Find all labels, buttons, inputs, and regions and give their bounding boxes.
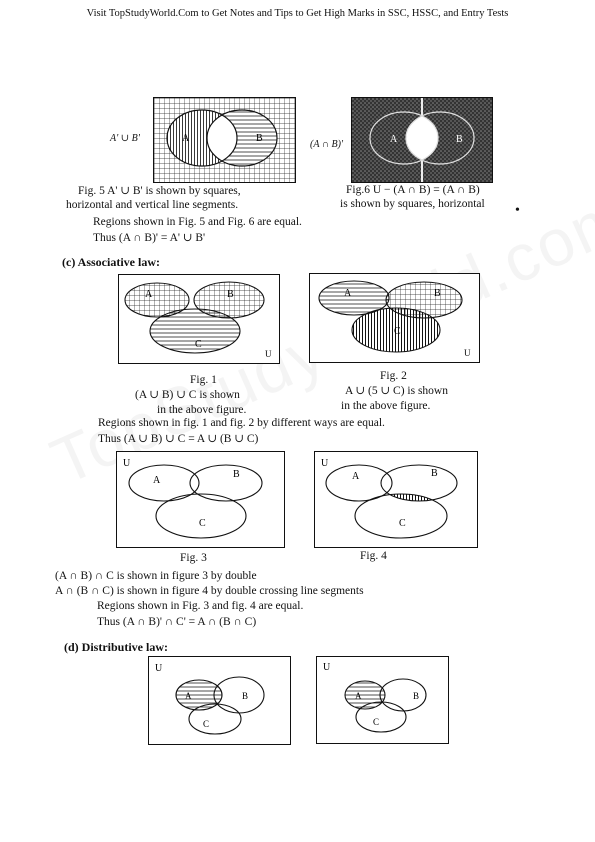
fig6-set-a-label: A bbox=[390, 134, 398, 145]
fig1-label: Fig. 1 bbox=[190, 374, 217, 386]
fig6-set-b-label: B bbox=[456, 134, 463, 145]
fig5-6-thus-line: Thus (A ∩ B)' = A' ∪ B' bbox=[93, 232, 206, 244]
fig1-set-b: B bbox=[227, 289, 234, 300]
dist-fig1-set-c: C bbox=[203, 719, 210, 729]
distributive-heading: (d) Distributive law: bbox=[64, 640, 168, 654]
dist-fig1-set-a: A bbox=[185, 691, 192, 701]
assoc-fig3-svg bbox=[117, 452, 284, 547]
fig5-set-a-label: A bbox=[182, 133, 190, 144]
fig5-caption-1: Fig. 5 A' ∪ B' is shown by squares, bbox=[78, 185, 241, 197]
dist-fig1-svg bbox=[149, 657, 290, 744]
associative-heading: (c) Associative law: bbox=[62, 255, 160, 269]
fig3-universe: U bbox=[123, 458, 131, 469]
fig1-2-thus-line: Thus (A ∪ B) ∪ C = A ∪ (B ∪ C) bbox=[98, 433, 259, 445]
fig4-universe: U bbox=[321, 458, 329, 469]
fig3-set-a: A bbox=[153, 475, 161, 486]
stray-dot: • bbox=[515, 203, 520, 218]
fig2-set-a: A bbox=[344, 288, 352, 299]
fig4-set-a: A bbox=[352, 471, 360, 482]
fig4-set-b: B bbox=[431, 468, 438, 479]
fig5-venn-svg bbox=[154, 98, 295, 182]
dist-fig1 bbox=[148, 656, 291, 745]
dist-fig2-universe: U bbox=[323, 662, 331, 673]
dist-fig2-set-a: A bbox=[355, 691, 362, 701]
fig6-caption-2: is shown by squares, horizontal bbox=[340, 198, 485, 210]
dist-fig1-universe: U bbox=[155, 663, 163, 674]
fig2-text-2: in the above figure. bbox=[341, 400, 431, 412]
fig6-venn bbox=[351, 97, 493, 183]
assoc-fig2-svg bbox=[310, 274, 479, 362]
dist-fig1-set-b: B bbox=[242, 691, 249, 701]
assoc-fig3 bbox=[116, 451, 285, 548]
fig3-set-b: B bbox=[233, 469, 240, 480]
fig5-6-equal-line: Regions shown in Fig. 5 and Fig. 6 are equal. bbox=[93, 216, 302, 228]
fig5-caption-2: horizontal and vertical line segments. bbox=[66, 199, 239, 211]
fig4-label: Fig. 4 bbox=[360, 550, 387, 562]
page-header: Visit TopStudyWorld.Com to Get Notes and Tips to Get High Marks in SSC, HSSC, and Entry Tests bbox=[86, 8, 509, 19]
fig5-side-label: A' ∪ B' bbox=[110, 133, 140, 144]
fig4-set-c: C bbox=[399, 518, 406, 529]
fig1-text-1: (A ∪ B) ∪ C is shown bbox=[135, 389, 240, 401]
fig4-description: A ∩ (B ∩ C) is shown in figure 4 by double crossing line segments bbox=[55, 585, 364, 597]
fig1-text-2: in the above figure. bbox=[157, 404, 247, 416]
fig2-text-1: A ∪ (5 ∪ C) is shown bbox=[345, 385, 448, 397]
fig3-set-c: C bbox=[199, 518, 206, 529]
dist-fig2 bbox=[316, 656, 449, 744]
fig2-set-b: B bbox=[434, 288, 441, 299]
fig5-set-b-label: B bbox=[256, 133, 263, 144]
dist-fig2-svg bbox=[317, 657, 448, 743]
fig1-2-equal-line: Regions shown in fig. 1 and fig. 2 by different ways are equal. bbox=[98, 417, 385, 429]
assoc-fig2 bbox=[309, 273, 480, 363]
fig6-side-label: (A ∩ B)' bbox=[310, 139, 344, 150]
assoc-fig1-svg bbox=[119, 275, 279, 363]
dist-fig2-set-c: C bbox=[373, 717, 380, 727]
fig3-label: Fig. 3 bbox=[180, 552, 207, 564]
fig3-4-thus-line: Thus (A ∩ B)' ∩ C' = A ∩ (B ∩ C) bbox=[97, 616, 257, 628]
fig3-4-equal-line: Regions shown in Fig. 3 and fig. 4 are equal. bbox=[97, 600, 304, 612]
assoc-fig1 bbox=[118, 274, 280, 364]
assoc-fig4 bbox=[314, 451, 478, 548]
fig2-label: Fig. 2 bbox=[380, 370, 407, 382]
fig3-description: (A ∩ B) ∩ C is shown in figure 3 by double bbox=[55, 570, 257, 582]
fig2-universe: U bbox=[464, 348, 471, 358]
fig1-set-a: A bbox=[145, 289, 153, 300]
fig1-universe: U bbox=[265, 349, 272, 359]
fig1-set-c: C bbox=[195, 339, 202, 350]
fig5-venn bbox=[153, 97, 296, 183]
fig2-set-c: C bbox=[394, 326, 401, 337]
fig6-venn-svg bbox=[352, 98, 492, 182]
fig6-caption-1: Fig.6 U − (A ∩ B) = (A ∩ B) bbox=[346, 184, 480, 196]
dist-fig2-set-b: B bbox=[413, 691, 420, 701]
assoc-fig4-svg bbox=[315, 452, 477, 547]
